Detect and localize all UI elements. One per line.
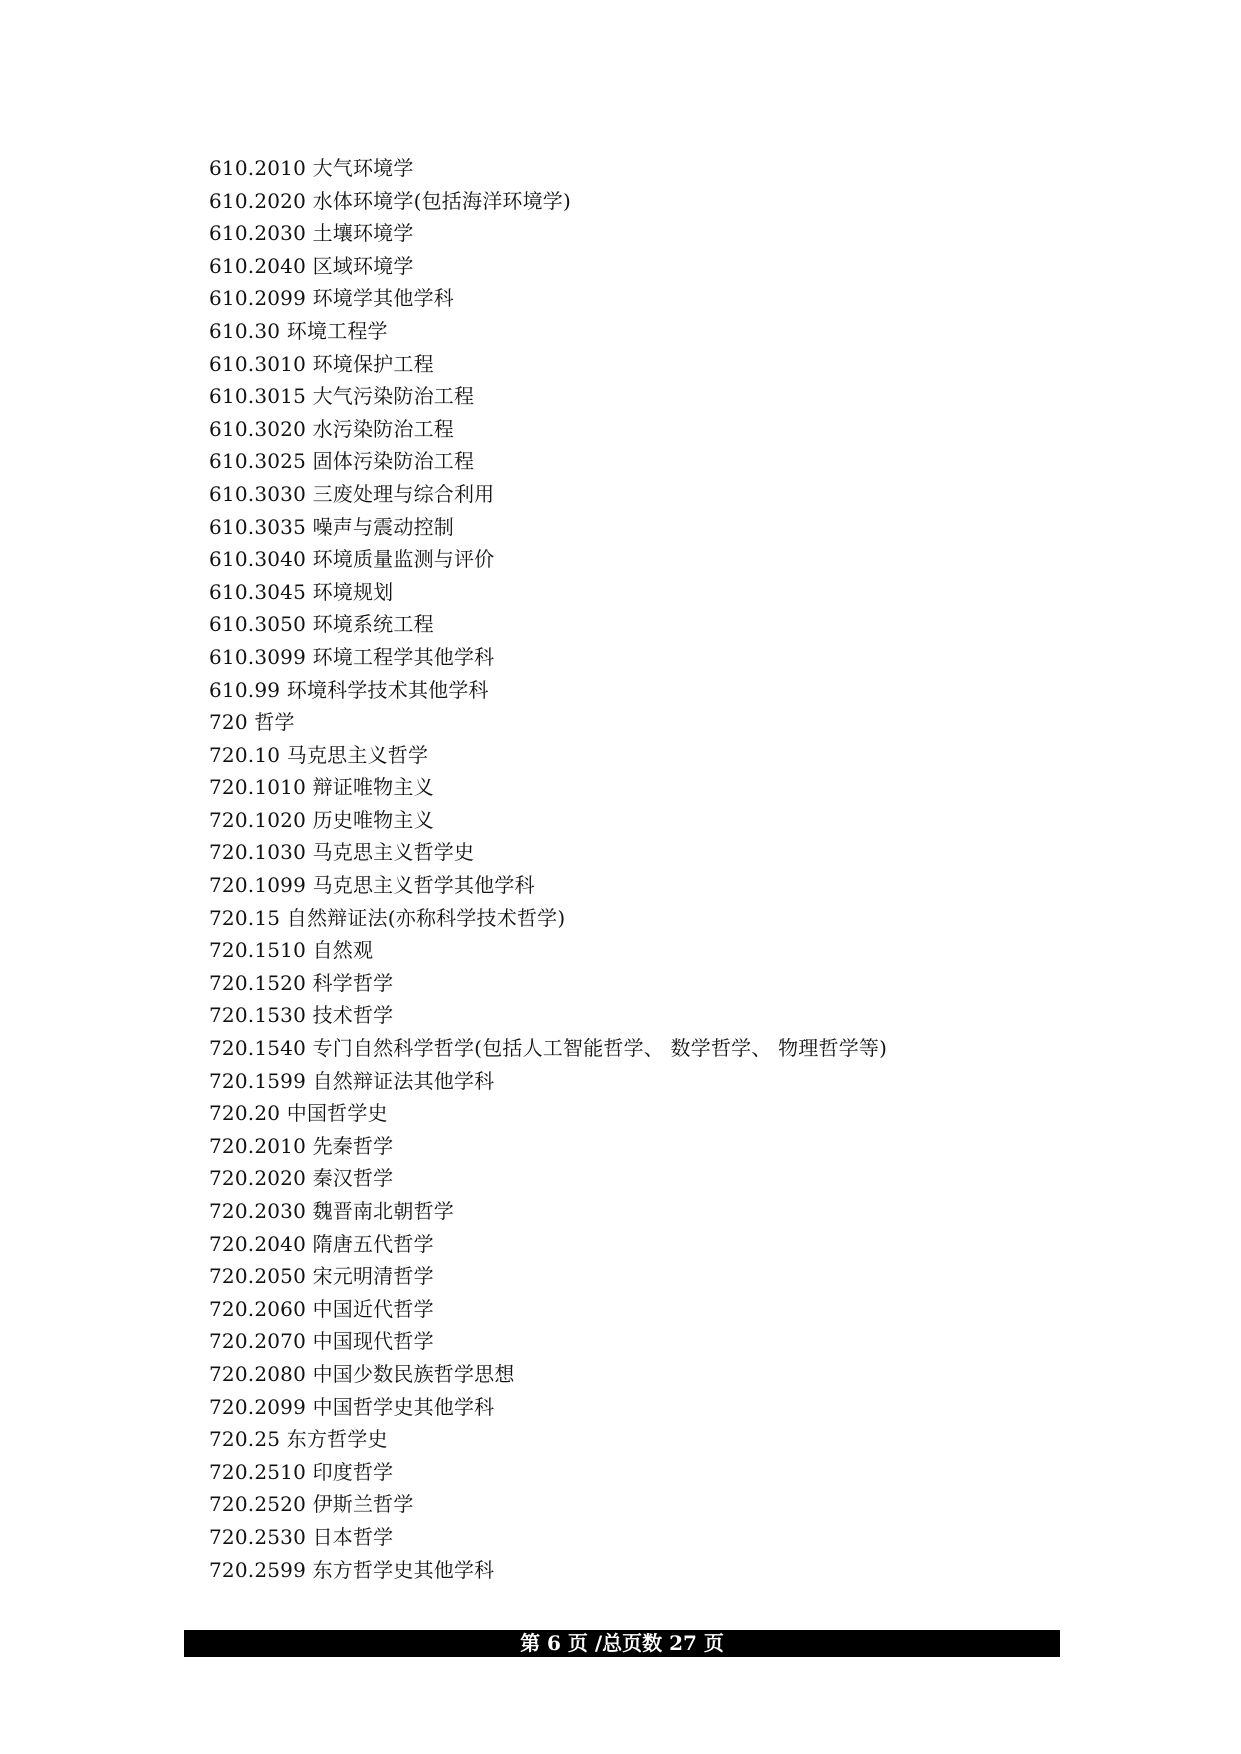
list-item: 720.2010 先秦哲学 [209,1133,394,1158]
list-item: 610.30 环境工程学 [209,318,388,343]
list-item: 720.2530 日本哲学 [209,1524,394,1549]
list-item: 720.2040 隋唐五代哲学 [209,1231,434,1256]
list-item: 720.2080 中国少数民族哲学思想 [209,1361,515,1386]
list-item: 720.25 东方哲学史 [209,1427,388,1452]
page-footer: 第 6 页 /总页数 27 页 [184,1630,1060,1657]
list-item: 610.3099 环境工程学其他学科 [209,644,495,669]
list-item: 720.1099 马克思主义哲学其他学科 [209,873,535,898]
list-item: 720.2099 中国哲学史其他学科 [209,1394,495,1419]
list-item: 720.15 自然辩证法(亦称科学技术哲学) [209,905,566,930]
list-item: 610.3010 环境保护工程 [209,351,434,376]
list-item: 610.2020 水体环境学(包括海洋环境学) [209,188,571,213]
list-item: 720.1510 自然观 [209,938,374,963]
list-item: 610.99 环境科学技术其他学科 [209,677,489,702]
list-item: 610.2099 环境学其他学科 [209,286,454,311]
list-item: 610.3020 水污染防治工程 [209,416,454,441]
list-item: 720.2020 秦汉哲学 [209,1166,394,1191]
list-item: 610.3040 环境质量监测与评价 [209,547,495,572]
list-item: 610.3035 噪声与震动控制 [209,514,454,539]
list-item: 720.2520 伊斯兰哲学 [209,1492,414,1517]
list-item: 610.3030 三废处理与综合利用 [209,481,495,506]
list-item: 610.2010 大气环境学 [209,156,414,180]
list-item: 720.2070 中国现代哲学 [209,1329,434,1354]
list-item: 610.3015 大气污染防治工程 [209,384,475,409]
list-item: 720.20 中国哲学史 [209,1101,388,1126]
list-item: 720 哲学 [209,710,295,735]
list-item: 720.1530 技术哲学 [209,1003,394,1028]
list-item: 720.2050 宋元明清哲学 [209,1264,434,1289]
classification-list [209,152,887,1586]
list-item: 720.1599 自然辩证法其他学科 [209,1068,495,1093]
list-item: 720.10 马克思主义哲学 [209,742,429,767]
list-item: 720.1540 专门自然科学哲学(包括人工智能哲学、 数学哲学、 物理哲学等) [209,1036,888,1061]
list-item: 610.3045 环境规划 [209,579,394,604]
list-item: 720.2060 中国近代哲学 [209,1296,434,1321]
list-item: 720.1030 马克思主义哲学史 [209,840,475,865]
list-item: 720.2510 印度哲学 [209,1459,394,1484]
list-item: 610.3050 环境系统工程 [209,612,434,637]
list-item: 720.2030 魏晋南北朝哲学 [209,1199,454,1223]
list-item: 610.2030 土壤环境学 [209,221,414,246]
list-item: 610.3025 固体污染防治工程 [209,449,475,474]
list-item: 720.2599 东方哲学史其他学科 [209,1557,495,1582]
list-item: 720.1020 历史唯物主义 [209,807,434,832]
list-item: 720.1010 辩证唯物主义 [209,775,434,800]
list-item: 720.1520 科学哲学 [209,970,394,995]
list-item: 610.2040 区域环境学 [209,253,414,278]
